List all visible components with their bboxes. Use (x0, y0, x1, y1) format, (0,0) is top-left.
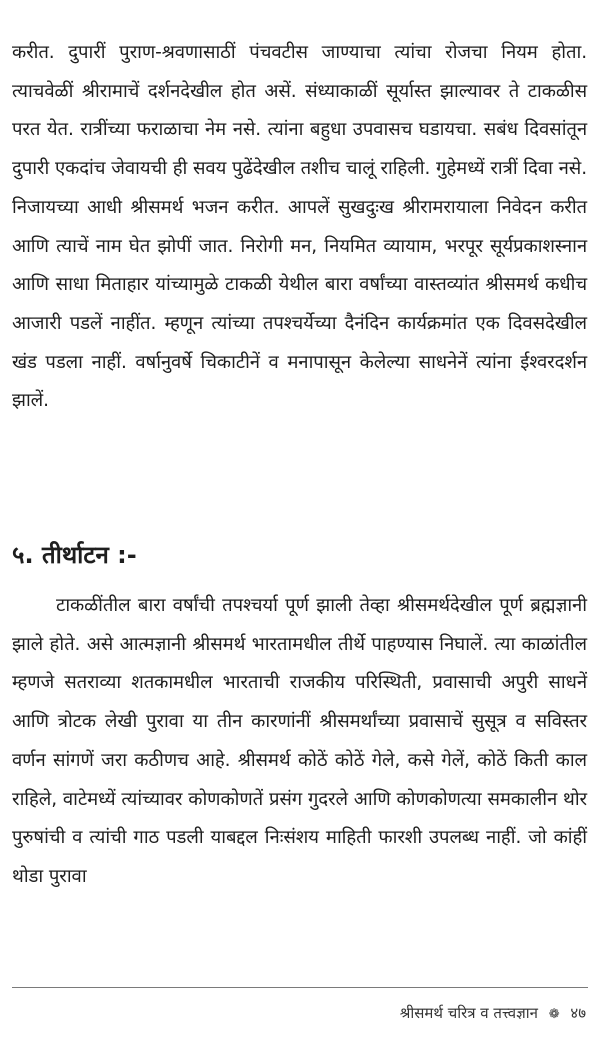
page-number: ४७ (570, 1004, 586, 1022)
footer-ornament-icon: ❁ (548, 1007, 560, 1022)
paragraph-continuation: करीत. दुपारीं पुराण-श्रवणासाठीं पंचवटीस जाण्याचा त्यांचा रोजचा नियम होता. त्याचवेळीं श्रीरामाचें दर्शनदेखील होत असें. संध्याकाळीं सूर्यास्त झाल्यावर ते टाकळीस परत येत. रात्रींच्या फराळाचा नेम नसे. त्यांना बहुधा उपवासच घडायचा. सबंध दिवसांतून दुपारी एकदांच जेवायची ही सवय पुढेंदेखील तशीच चालूं राहिली. गुहेमध्यें रात्रीं दिवा नसे. निजायच्या आधी श्रीसमर्थ भजन करीत. आपलें सुखदुःख श्रीरामरायाला निवेदन करीत आणि त्याचें नाम घेत झोपीं जात. निरोगी मन, नियमित व्यायाम, भरपूर सूर्यप्रकाशस्नान आणि साधा मिताहार यांच्यामुळे टाकळी येथील बारा वर्षांच्या वास्तव्यांत श्रीसमर्थ कधीच आजारी पडलें नाहींत. म्हणून त्यांच्या तपश्चर्येच्या दैनंदिन कार्यक्रमांत एक दिवसदेखील खंड पडला नाहीं. वर्षानुवर्षे चिकाटीनें व मनापासून केलेल्या साधनेनें त्यांना ईश्वरदर्शन झालें. (12, 42, 587, 412)
page-footer (400, 1002, 586, 1026)
paragraph-pilgrimage: टाकळींतील बारा वर्षांची तपश्चर्या पूर्ण झाली तेव्हा श्रीसमर्थदेखील पूर्ण ब्रह्मज्ञानी झाले होते. असे आत्मज्ञानी श्रीसमर्थ भारतामधील तीर्थे पाहण्यास निघालें. त्या काळांतील म्हणजे सतराव्या शतकामधील भारताची राजकीय परिस्थिती, प्रवासाची अपुरी साधनें आणि त्रोटक लेखी पुरावा या तीन कारणांनीं श्रीसमर्थांच्या प्रवासाचें सुसूत्र व सविस्तर वर्णन सांगणें जरा कठीणच आहे. श्रीसमर्थ कोठें कोठें गेले, कसे गेलें, कोठें किती काल राहिले, वाटेमध्यें त्यांच्यावर कोणकोणतें प्रसंग गुदरले आणि कोणकोणत्या समकालीन थोर पुरुषांची व त्यांची गाठ पडली याबद्दल निःसंशय माहिती फारशी उपलब्ध नाहीं. जो कांहीं थोडा पुरावा (12, 595, 587, 887)
footer-book-title: श्रीसमर्थ चरित्र व तत्त्वज्ञान (399, 1004, 538, 1022)
footer-divider (12, 987, 588, 988)
section-heading: ५. तीर्थाटन :- (12, 541, 137, 569)
